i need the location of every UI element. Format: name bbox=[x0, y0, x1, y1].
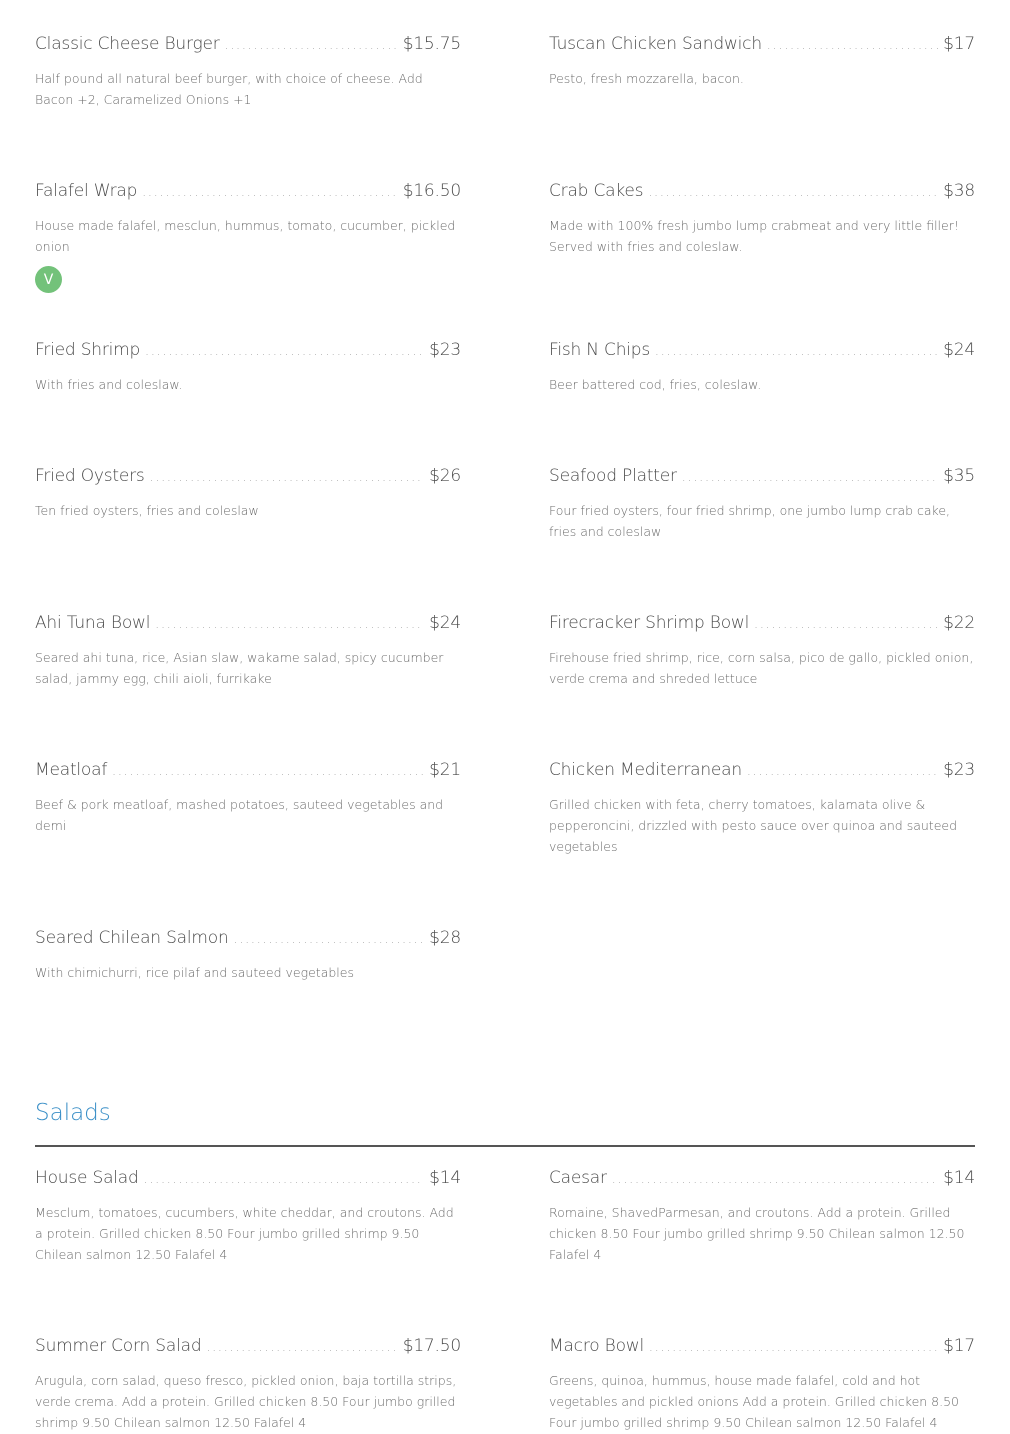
item-name: Fried Shrimp bbox=[35, 340, 141, 360]
item-name: Firecracker Shrimp Bowl bbox=[549, 613, 750, 633]
item-name: Meatloaf bbox=[35, 760, 108, 780]
item-name: Classic Cheese Burger bbox=[35, 34, 220, 54]
menu-item bbox=[35, 928, 461, 983]
item-description: Ten fried oysters, fries and coleslaw bbox=[35, 503, 259, 518]
leader-dots bbox=[754, 617, 938, 631]
section-divider bbox=[35, 1145, 975, 1147]
leader-dots bbox=[150, 470, 425, 484]
item-price: $38 bbox=[943, 181, 975, 201]
item-name: Seared Chilean Salmon bbox=[35, 928, 229, 948]
menu-item bbox=[35, 34, 461, 110]
menu-item bbox=[35, 1168, 461, 1265]
item-name: Fried Oysters bbox=[35, 466, 145, 486]
leader-dots bbox=[234, 932, 425, 946]
item-description: Greens, quinoa, hummus, house made falafel, cold and hot vegetables and pickled onions Add a protein. Grilled chicken 8.50 Four jumbo grilled shrimp 9.50 Chilean salmon 12.50 Falafel 4 bbox=[549, 1373, 959, 1430]
item-name: Fish N Chips bbox=[549, 340, 651, 360]
item-price: $14 bbox=[429, 1168, 461, 1188]
item-name: Ahi Tuna Bowl bbox=[35, 613, 151, 633]
item-name: Tuscan Chicken Sandwich bbox=[549, 34, 762, 54]
item-description: With chimichurri, rice pilaf and sauteed vegetables bbox=[35, 965, 354, 980]
item-name: Crab Cakes bbox=[549, 181, 644, 201]
menu-item bbox=[35, 760, 461, 836]
item-price: $17 bbox=[943, 34, 975, 54]
item-description: Half pound all natural beef burger, with choice of cheese. Add Bacon +2, Caramelized Onions +1 bbox=[35, 71, 423, 107]
item-description: Pesto, fresh mozzarella, bacon. bbox=[549, 71, 744, 86]
item-description: Grilled chicken with feta, cherry tomatoes, kalamata olive & pepperoncini, drizzled with pesto sauce over quinoa and sauteed vegetables bbox=[549, 797, 958, 854]
item-price: $35 bbox=[943, 466, 975, 486]
menu-item bbox=[549, 340, 975, 395]
menu-item bbox=[549, 34, 975, 89]
item-name: Falafel Wrap bbox=[35, 181, 138, 201]
leader-dots bbox=[155, 617, 424, 631]
item-price: $21 bbox=[429, 760, 461, 780]
item-name: Summer Corn Salad bbox=[35, 1336, 202, 1356]
item-description: House made falafel, mesclun, hummus, tomato, cucumber, pickled onion bbox=[35, 218, 456, 254]
menu-item bbox=[549, 1336, 975, 1433]
item-description: Firehouse fried shrimp, rice, corn salsa, pico de gallo, pickled onion, verde crema and shreded lettuce bbox=[549, 650, 974, 686]
item-price: $26 bbox=[429, 466, 461, 486]
item-price: $17 bbox=[943, 1336, 975, 1356]
leader-dots bbox=[648, 185, 938, 199]
leader-dots bbox=[142, 185, 398, 199]
item-price: $17.50 bbox=[402, 1336, 461, 1356]
item-description: Seared ahi tuna, rice, Asian slaw, wakame salad, spicy cucumber salad, jammy egg, chili aioli, furrikake bbox=[35, 650, 444, 686]
leader-dots bbox=[112, 764, 424, 778]
item-description: Mesclum, tomatoes, cucumbers, white cheddar, and croutons. Add a protein. Grilled chicken 8.50 Four jumbo grilled shrimp 9.50 Chilean salmon 12.50 Falafel 4 bbox=[35, 1205, 454, 1262]
item-price: $15.75 bbox=[402, 34, 461, 54]
item-description: Arugula, corn salad, queso fresco, pickled onion, baja tortilla strips, verde crema. Add a protein. Grilled chicken 8.50 Four jumbo grilled shrimp 9.50 Chilean salmon 12.50 Falafel 4 bbox=[35, 1373, 457, 1430]
item-description: Beef & pork meatloaf, mashed potatoes, sauteed vegetables and demi bbox=[35, 797, 444, 833]
item-price: $23 bbox=[943, 760, 975, 780]
leader-dots bbox=[767, 38, 938, 52]
item-description: Four fried oysters, four fried shrimp, one jumbo lump crab cake, fries and coleslaw bbox=[549, 503, 950, 539]
section-heading-salads: Salads bbox=[35, 1100, 111, 1126]
leader-dots bbox=[206, 1340, 397, 1354]
item-name: Caesar bbox=[549, 1168, 607, 1188]
menu-item bbox=[549, 760, 975, 857]
vegan-badge-icon: V bbox=[35, 266, 62, 293]
item-price: $14 bbox=[943, 1168, 975, 1188]
item-price: $22 bbox=[943, 613, 975, 633]
leader-dots bbox=[655, 344, 938, 358]
leader-dots bbox=[612, 1172, 938, 1186]
item-name: Macro Bowl bbox=[549, 1336, 645, 1356]
item-price: $24 bbox=[943, 340, 975, 360]
item-description: Romaine, ShavedParmesan, and croutons. Add a protein. Grilled chicken 8.50 Four jumbo grilled shrimp 9.50 Chilean salmon 12.50 Falafel 4 bbox=[549, 1205, 965, 1262]
leader-dots bbox=[682, 470, 938, 484]
leader-dots bbox=[649, 1340, 938, 1354]
item-price: $24 bbox=[429, 613, 461, 633]
menu-item bbox=[549, 1168, 975, 1265]
menu-item bbox=[35, 466, 461, 521]
leader-dots bbox=[145, 344, 424, 358]
menu-item bbox=[35, 1336, 461, 1433]
item-name: House Salad bbox=[35, 1168, 139, 1188]
menu-item bbox=[549, 613, 975, 689]
menu-item bbox=[35, 181, 461, 293]
item-name: Seafood Platter bbox=[549, 466, 677, 486]
item-description: Made with 100% fresh jumbo lump crabmeat and very little filler! Served with fries and coleslaw. bbox=[549, 218, 959, 254]
leader-dots bbox=[747, 764, 938, 778]
item-price: $16.50 bbox=[402, 181, 461, 201]
leader-dots bbox=[144, 1172, 425, 1186]
leader-dots bbox=[225, 38, 398, 52]
menu-page bbox=[35, 0, 975, 1434]
item-price: $23 bbox=[429, 340, 461, 360]
item-name: Chicken Mediterranean bbox=[549, 760, 742, 780]
menu-item bbox=[549, 181, 975, 257]
menu-item bbox=[35, 340, 461, 395]
menu-item bbox=[549, 466, 975, 542]
menu-item bbox=[35, 613, 461, 689]
item-price: $28 bbox=[429, 928, 461, 948]
item-description: Beer battered cod, fries, coleslaw. bbox=[549, 377, 762, 392]
item-description: With fries and coleslaw. bbox=[35, 377, 183, 392]
